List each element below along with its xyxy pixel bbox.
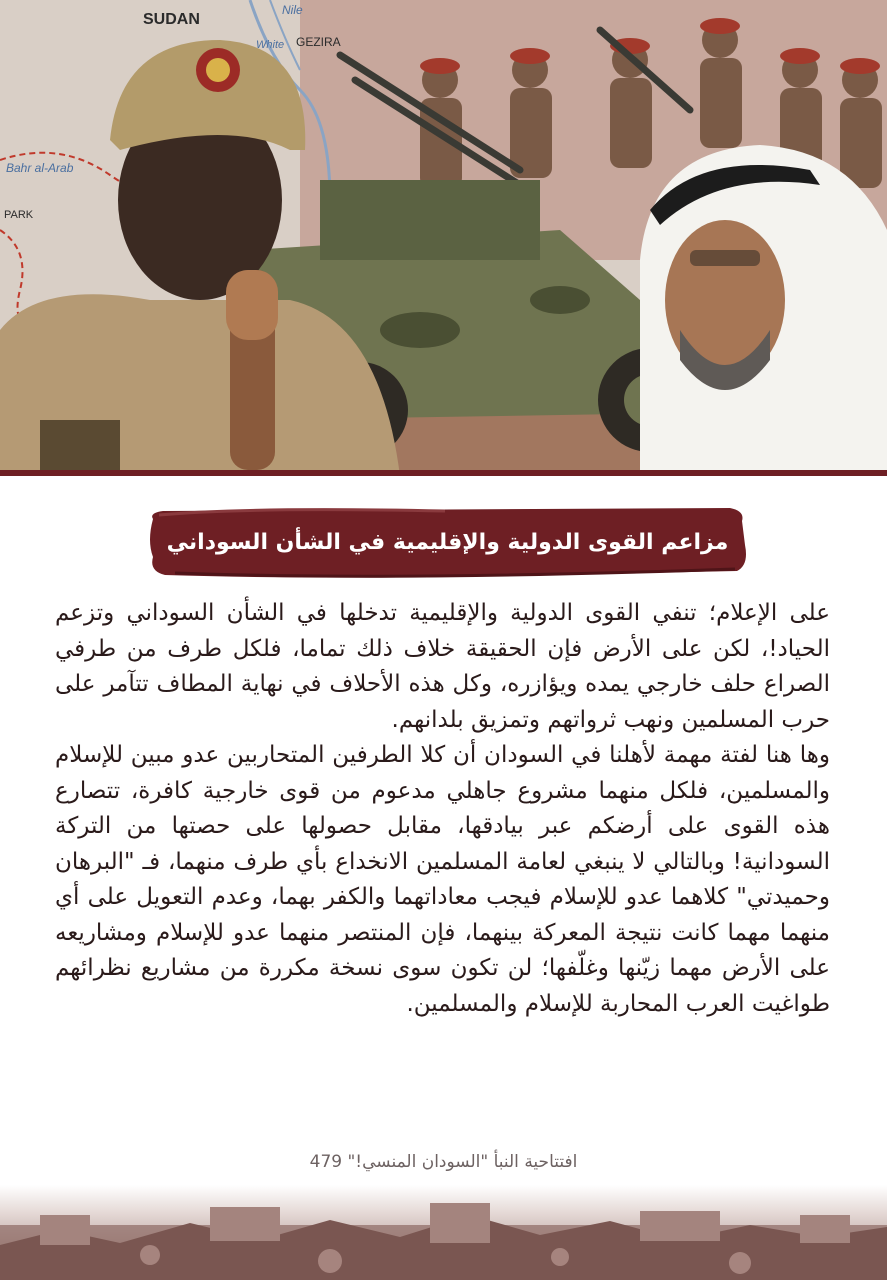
map-label-bahr-al-arab: Bahr al-Arab xyxy=(6,161,74,175)
article-title: مزاعم القوى الدولية والإقليمية في الشأن السوداني xyxy=(166,530,729,555)
rubble-illustration xyxy=(0,1185,887,1280)
article-body xyxy=(55,596,830,1022)
article-paragraph-2: وها هنا لفتة مهمة لأهلنا في السودان أن كلا الطرفين المتحاربين عدو مبين للإسلام والمسلمين، فلكل منهما مشروع جاهلي مدعوم من قوى خارجية كافرة، تتصارع هذه القوى على أرضكم عبر بيادقها، مقابل حصولها على حصتها من التركة السودانية! وبالتالي لا ينبغي لعامة المسلمين الانخداع بأي طرف منهما، فـ "البرهان وحميدتي" كلاهما عدو للإسلام فيجب معاداتهما والكفر بهما، وعدم التعويل على أي منهما مهما كانت نتيجة المعركة بينهما، فإن المنتصر منهما عدو للإسلام ومشاريعه على الأرض مهما زيّنها وغلّفها؛ لن تكون سوى نسخة مكررة من مشاريع نظرائهم طواغيت العرب المحاربة للإسلام والمسلمين. xyxy=(55,742,830,1017)
article-source: افتتاحية النبأ "السودان المنسي!" 479 xyxy=(309,1152,578,1172)
title-ribbon xyxy=(145,505,750,580)
map-label-sudan: SUDAN xyxy=(143,11,200,28)
map-label-white: White xyxy=(256,39,285,51)
header-photo-banner xyxy=(0,0,887,476)
map-label-park: PARK xyxy=(4,209,34,221)
footer-rubble-image xyxy=(0,1185,887,1280)
banner-bottom-rule xyxy=(0,470,887,476)
banner-illustration xyxy=(0,0,887,476)
article-paragraph-1: على الإعلام؛ تنفي القوى الدولية والإقليمية تدخلها في الشأن السوداني وتزعم الحياد!، لكن على الأرض فإن الحقيقة خلاف ذلك تماما، فلكل طرف من طرفي الصراع حلف خارجي يمده ويؤازره، وكل هذه الأحلاف في نهاية المطاف تتآمر على حرب المسلمين ونهب ثرواتهم وتمزيق بلدانهم. xyxy=(55,600,830,733)
map-label-gezira: GEZIRA xyxy=(296,35,341,49)
map-label-nile: Nile xyxy=(282,3,303,17)
